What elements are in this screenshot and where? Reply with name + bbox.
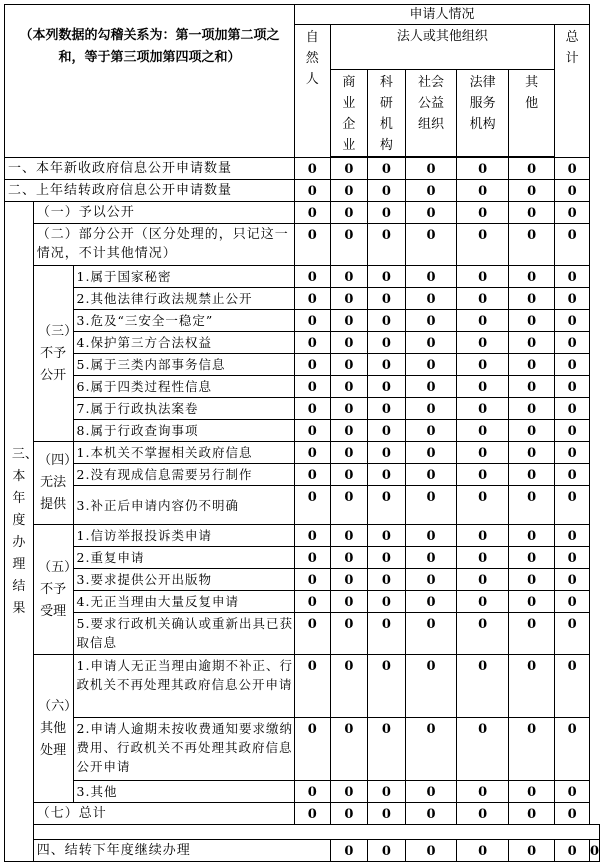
count-cell: 0 <box>457 655 509 718</box>
count-cell: 0 <box>508 398 554 420</box>
table-note: （本列数据的勾稽关系为：第一项加第二项之和，等于第三项加第四项之和） <box>5 5 295 158</box>
count-cell: 0 <box>330 224 368 266</box>
count-cell: 0 <box>508 547 554 569</box>
table-row <box>5 420 600 442</box>
count-cell: 0 <box>368 442 406 464</box>
count-cell: 0 <box>405 464 457 486</box>
count-cell: 0 <box>368 613 406 655</box>
count-cell: 0 <box>294 803 330 825</box>
cell-label: 6.属于四类过程性信息 <box>73 376 294 398</box>
count-cell: 0 <box>330 613 368 655</box>
count-cell: 0 <box>330 202 368 224</box>
count-cell: 0 <box>555 464 590 486</box>
count-cell: 0 <box>330 803 368 825</box>
count-cell: 0 <box>457 180 509 202</box>
cell-label: 社会公益组织 <box>417 75 444 132</box>
count-cell: 0 <box>405 781 457 803</box>
count-cell: 0 <box>508 420 554 442</box>
sub-header-legal-service <box>457 70 509 157</box>
natural-person-header <box>294 25 330 158</box>
count-cell: 0 <box>405 332 457 354</box>
count-cell: 0 <box>330 718 368 781</box>
count-cell: 0 <box>508 569 554 591</box>
count-cell: 0 <box>330 310 368 332</box>
count-cell: 0 <box>330 398 368 420</box>
table-row <box>5 288 600 310</box>
cell-label: 3.其他 <box>73 781 294 803</box>
count-cell: 0 <box>368 591 406 613</box>
cell-label: 4.无正当理由大量反复申请 <box>73 591 294 613</box>
count-cell: 0 <box>508 288 554 310</box>
count-cell: 0 <box>294 288 330 310</box>
sub-header-public-welfare <box>405 70 457 157</box>
count-cell: 0 <box>555 525 590 547</box>
count-cell: 0 <box>368 180 406 202</box>
count-cell: 0 <box>368 525 406 547</box>
count-cell: 0 <box>330 158 368 180</box>
count-cell: 0 <box>457 158 509 180</box>
count-cell: 0 <box>294 398 330 420</box>
count-cell: 0 <box>555 781 590 803</box>
count-cell: 0 <box>405 376 457 398</box>
cell-label: 其他 <box>525 75 539 111</box>
table-row <box>5 442 600 464</box>
count-cell: 0 <box>457 525 509 547</box>
cell-label: （四）无法提供 <box>38 453 78 512</box>
cell-label: 2.申请人逾期未按收费通知要求缴纳费用、行政机关不再处理其政府信息公开申请 <box>73 718 294 781</box>
cell-label: 8.属于行政查询事项 <box>73 420 294 442</box>
category-e-label <box>33 525 78 655</box>
count-cell: 0 <box>368 266 406 288</box>
count-cell: 0 <box>508 442 554 464</box>
count-cell: 0 <box>508 781 554 803</box>
count-cell: 0 <box>294 202 330 224</box>
count-cell: 0 <box>457 376 509 398</box>
count-cell: 0 <box>555 398 590 420</box>
count-cell: 0 <box>330 332 368 354</box>
count-cell: 0 <box>508 266 554 288</box>
category-c-label <box>33 266 78 442</box>
count-cell: 0 <box>405 486 457 525</box>
count-cell: 0 <box>508 310 554 332</box>
count-cell: 0 <box>368 464 406 486</box>
count-cell: 0 <box>294 569 330 591</box>
table-row <box>5 486 600 525</box>
count-cell: 0 <box>457 310 509 332</box>
count-cell: 0 <box>457 591 509 613</box>
count-cell: 0 <box>405 158 457 180</box>
table-row <box>5 655 600 718</box>
count-cell: 0 <box>555 266 590 288</box>
count-cell: 0 <box>405 803 457 825</box>
count-cell: 0 <box>405 224 457 266</box>
count-cell: 0 <box>294 442 330 464</box>
count-cell: 0 <box>555 569 590 591</box>
table-row <box>5 158 600 180</box>
table-row <box>5 591 600 613</box>
count-cell: 0 <box>330 266 368 288</box>
gov-info-disclosure-table-wrapper <box>4 4 600 862</box>
cell-label: 商业企业 <box>342 75 356 153</box>
count-cell: 0 <box>294 310 330 332</box>
count-cell: 0 <box>457 718 509 781</box>
count-cell: 0 <box>368 332 406 354</box>
table-row <box>5 224 600 266</box>
count-cell: 0 <box>457 420 509 442</box>
count-cell: 0 <box>330 591 368 613</box>
count-cell: 0 <box>508 655 554 718</box>
cell-label: 3.危及“三安全一稳定” <box>73 310 294 332</box>
count-cell: 0 <box>555 202 590 224</box>
count-cell: 0 <box>405 266 457 288</box>
count-cell: 0 <box>368 803 406 825</box>
cell-label: （六）其他处理 <box>38 698 78 758</box>
cell-label: 法律服务机构 <box>469 75 496 132</box>
count-cell: 0 <box>330 781 368 803</box>
count-cell: 0 <box>330 180 368 202</box>
count-cell: 0 <box>368 202 406 224</box>
table-row <box>5 354 600 376</box>
count-cell: 0 <box>368 310 406 332</box>
count-cell: 0 <box>555 332 590 354</box>
category-d-label <box>33 442 78 525</box>
cell-label: 5.属于三类内部事务信息 <box>73 354 294 376</box>
count-cell: 0 <box>457 202 509 224</box>
table-row <box>5 202 600 224</box>
count-cell: 0 <box>294 547 330 569</box>
count-cell: 0 <box>555 803 590 825</box>
count-cell: 0 <box>555 613 590 655</box>
count-cell: 0 <box>330 442 368 464</box>
count-cell: 0 <box>294 655 330 718</box>
count-cell: 0 <box>555 376 590 398</box>
count-cell: 0 <box>508 613 554 655</box>
count-cell: 0 <box>508 354 554 376</box>
count-cell: 0 <box>508 224 554 266</box>
table-row <box>5 266 600 288</box>
count-cell: 0 <box>457 803 509 825</box>
count-cell: 0 <box>405 655 457 718</box>
count-cell: 0 <box>508 158 554 180</box>
cell-label: （三）不予公开 <box>38 323 78 383</box>
cell-label: 1.信访举报投诉类申请 <box>73 525 294 547</box>
table-row <box>5 464 600 486</box>
count-cell: 0 <box>457 840 509 862</box>
count-cell: 0 <box>368 158 406 180</box>
total-header <box>555 25 590 158</box>
cell-label: 1.本机关不掌握相关政府信息 <box>73 442 294 464</box>
cell-label: 3.要求提供公开出版物 <box>73 569 294 591</box>
count-cell: 0 <box>294 464 330 486</box>
count-cell: 0 <box>457 354 509 376</box>
count-cell: 0 <box>294 486 330 525</box>
count-cell: 0 <box>405 569 457 591</box>
count-cell: 0 <box>457 464 509 486</box>
count-cell: 0 <box>457 332 509 354</box>
count-cell: 0 <box>368 547 406 569</box>
count-cell: 0 <box>405 525 457 547</box>
count-cell: 0 <box>294 158 330 180</box>
table-row <box>5 376 600 398</box>
count-cell: 0 <box>508 840 554 862</box>
count-cell: 0 <box>330 486 368 525</box>
count-cell: 0 <box>589 840 599 862</box>
table-row <box>5 718 600 781</box>
count-cell: 0 <box>330 840 368 862</box>
count-cell: 0 <box>368 840 406 862</box>
cell-label: 2.其他法律行政法规禁止公开 <box>73 288 294 310</box>
sub-header-research <box>368 70 406 157</box>
cell-label: 三、本年度办理结果 <box>11 446 38 616</box>
cell-label: （七）总计 <box>33 803 294 825</box>
count-cell: 0 <box>508 803 554 825</box>
count-cell: 0 <box>405 718 457 781</box>
count-cell: 0 <box>555 718 590 781</box>
count-cell: 0 <box>457 569 509 591</box>
cell-label: 总计 <box>565 30 579 66</box>
count-cell: 0 <box>405 442 457 464</box>
count-cell: 0 <box>508 718 554 781</box>
count-cell: 0 <box>555 288 590 310</box>
count-cell: 0 <box>457 266 509 288</box>
count-cell: 0 <box>368 569 406 591</box>
count-cell: 0 <box>330 525 368 547</box>
count-cell: 0 <box>294 781 330 803</box>
table-row <box>5 840 600 862</box>
cell-label: 3.补正后申请内容仍不明确 <box>73 486 294 525</box>
count-cell: 0 <box>508 202 554 224</box>
count-cell: 0 <box>368 420 406 442</box>
count-cell: 0 <box>368 224 406 266</box>
count-cell: 0 <box>555 158 590 180</box>
cell-label: 自然人 <box>305 30 319 87</box>
count-cell: 0 <box>330 354 368 376</box>
count-cell: 0 <box>405 547 457 569</box>
applicant-header: 申请人情况 <box>294 5 589 25</box>
count-cell: 0 <box>508 332 554 354</box>
count-cell: 0 <box>508 376 554 398</box>
count-cell: 0 <box>555 840 590 862</box>
table-row <box>5 180 600 202</box>
count-cell: 0 <box>457 288 509 310</box>
cell-label: 2.重复申请 <box>73 547 294 569</box>
count-cell: 0 <box>294 525 330 547</box>
cell-label: 4.保护第三方合法权益 <box>73 332 294 354</box>
count-cell: 0 <box>368 486 406 525</box>
count-cell: 0 <box>368 398 406 420</box>
count-cell: 0 <box>405 310 457 332</box>
count-cell: 0 <box>555 224 590 266</box>
count-cell: 0 <box>294 613 330 655</box>
count-cell: 0 <box>555 420 590 442</box>
sub-header-other <box>508 70 554 157</box>
count-cell: 0 <box>405 398 457 420</box>
count-cell: 0 <box>330 569 368 591</box>
count-cell: 0 <box>508 180 554 202</box>
count-cell: 0 <box>330 376 368 398</box>
count-cell: 0 <box>368 781 406 803</box>
count-cell: 0 <box>405 613 457 655</box>
cell-label: 7.属于行政执法案卷 <box>73 398 294 420</box>
count-cell: 0 <box>405 591 457 613</box>
table-row <box>5 803 600 825</box>
table-row <box>5 332 600 354</box>
count-cell: 0 <box>508 525 554 547</box>
count-cell: 0 <box>555 547 590 569</box>
row-label: （一）予以公开 <box>33 202 294 224</box>
count-cell: 0 <box>330 420 368 442</box>
count-cell: 0 <box>368 354 406 376</box>
table-row <box>5 569 600 591</box>
count-cell: 0 <box>368 655 406 718</box>
count-cell: 0 <box>457 442 509 464</box>
table-row <box>5 547 600 569</box>
count-cell: 0 <box>368 288 406 310</box>
count-cell: 0 <box>457 486 509 525</box>
cell-label: （五）不予受理 <box>38 559 78 619</box>
count-cell: 0 <box>508 591 554 613</box>
row-label: 二、上年结转政府信息公开申请数量 <box>5 180 295 202</box>
count-cell: 0 <box>368 376 406 398</box>
count-cell: 0 <box>294 591 330 613</box>
gov-info-disclosure-table <box>4 4 600 862</box>
count-cell: 0 <box>294 354 330 376</box>
row-label: 一、本年新收政府信息公开申请数量 <box>5 158 295 180</box>
count-cell: 0 <box>294 266 330 288</box>
legal-group-header: 法人或其他组织 <box>330 25 555 70</box>
cell-label: 1.申请人无正当理由逾期不补正、行政机关不再处理其政府信息公开申请 <box>73 655 294 718</box>
count-cell: 0 <box>330 655 368 718</box>
count-cell: 0 <box>457 547 509 569</box>
count-cell: 0 <box>294 224 330 266</box>
count-cell: 0 <box>294 180 330 202</box>
count-cell: 0 <box>405 354 457 376</box>
count-cell: 0 <box>405 420 457 442</box>
cell-label: 1.属于国家秘密 <box>73 266 294 288</box>
count-cell: 0 <box>405 180 457 202</box>
count-cell: 0 <box>508 464 554 486</box>
table-row <box>5 525 600 547</box>
cell-label: 科研机构 <box>379 75 393 153</box>
table-row <box>5 781 600 803</box>
count-cell: 0 <box>457 613 509 655</box>
count-cell: 0 <box>555 486 590 525</box>
cell-label: 5.要求行政机关确认或重新出具已获取信息 <box>73 613 294 655</box>
count-cell: 0 <box>294 376 330 398</box>
sub-header-business <box>330 70 368 157</box>
count-cell: 0 <box>330 547 368 569</box>
count-cell: 0 <box>457 781 509 803</box>
table-row <box>5 613 600 655</box>
count-cell: 0 <box>294 718 330 781</box>
count-cell: 0 <box>457 224 509 266</box>
table-row <box>5 310 600 332</box>
count-cell: 0 <box>405 202 457 224</box>
count-cell: 0 <box>330 464 368 486</box>
count-cell: 0 <box>508 486 554 525</box>
count-cell: 0 <box>555 591 590 613</box>
count-cell: 0 <box>555 180 590 202</box>
count-cell: 0 <box>294 332 330 354</box>
count-cell: 0 <box>555 655 590 718</box>
category-f-label <box>33 655 78 803</box>
count-cell: 0 <box>368 718 406 781</box>
row-label: （二）部分公开（区分处理的，只记这一情况，不计其他情况） <box>33 224 294 266</box>
count-cell: 0 <box>457 398 509 420</box>
count-cell: 0 <box>330 288 368 310</box>
count-cell: 0 <box>555 310 590 332</box>
count-cell: 0 <box>405 840 457 862</box>
row-label: 四、结转下年度继续办理 <box>33 840 330 862</box>
count-cell: 0 <box>555 354 590 376</box>
section3-label <box>5 202 38 862</box>
table-row <box>5 398 600 420</box>
count-cell: 0 <box>555 442 590 464</box>
count-cell: 0 <box>405 288 457 310</box>
count-cell: 0 <box>294 420 330 442</box>
cell-label: 2.没有现成信息需要另行制作 <box>73 464 294 486</box>
